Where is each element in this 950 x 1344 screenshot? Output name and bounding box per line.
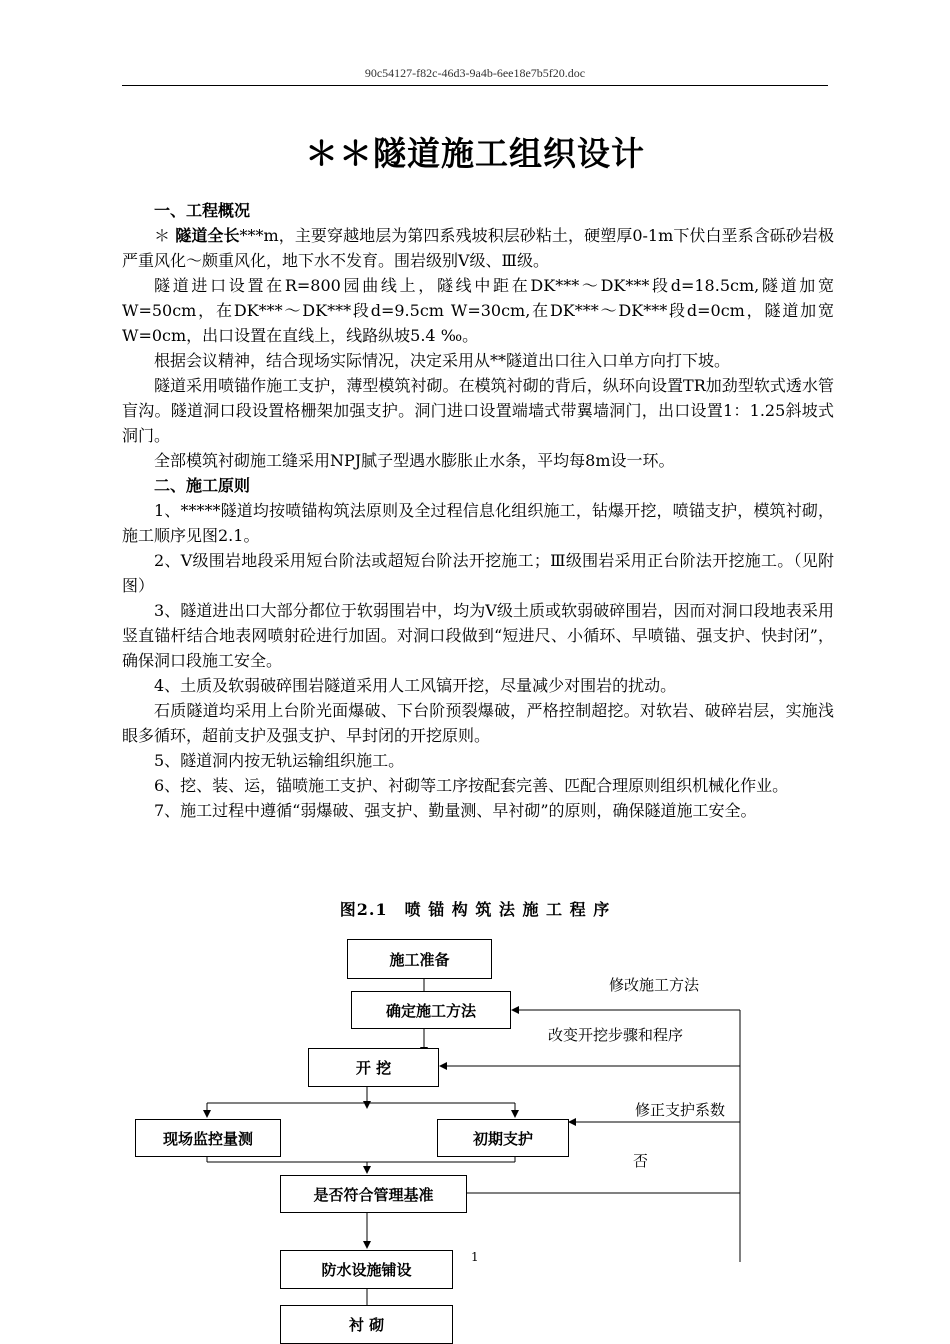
paragraph: 全部模筑衬砌施工缝采用NPJ腻子型遇水膨胀止水条，平均每8m设一环。 <box>154 451 675 470</box>
flow-box-method: 确定施工方法 <box>351 991 511 1029</box>
paragraph: 隧道采用喷锚作施工支护，薄型模筑衬砌。在模筑衬砌的背后，纵环向设置TR加劲型软式透水管盲沟。隧道洞口段设置格栅架加强支护。洞门进口设置端墙式带翼墙洞门，出口设置1：1.25斜坡式洞门。 <box>122 376 834 445</box>
paragraph: 根据会议精神，结合现场实际情况，决定采用从**隧道出口往入口单方向打下坡。 <box>154 351 731 370</box>
flow-box-criteria: 是否符合管理基准 <box>280 1175 467 1213</box>
paragraph-text: ***m，主要穿越地层为第四系残坡积层砂粘土，硬塑厚0-1m下伏白垩系含砾砂岩极严重风化～颇重风化，地下水不发育。围岩级别Ⅴ级、Ⅲ级。 <box>122 226 834 270</box>
section-heading-principles: 二、施工原则 <box>154 476 251 495</box>
flow-box-waterproof: 防水设施铺设 <box>280 1250 453 1289</box>
label-modify-method: 修改施工方法 <box>609 976 700 994</box>
principle-item: 6、挖、装、运，锚喷施工支护、衬砌等工序按配套完善、匹配合理原则组织机械化作业。 <box>154 776 789 795</box>
flow-box-excavate: 开 挖 <box>308 1048 439 1087</box>
principle-item: 2、Ⅴ级围岩地段采用短台阶法或超短台阶法开挖施工；Ⅲ级围岩采用正台阶法开挖施工。（见附图） <box>122 551 834 595</box>
bold-term: 隧道全长 <box>175 226 240 245</box>
label-no: 否 <box>633 1152 649 1170</box>
page-number: 1 <box>471 1250 479 1264</box>
principle-item: 石质隧道均采用上台阶光面爆破、下台阶预裂爆破，严格控制超挖。对软岩、破碎岩层，实施浅眼多循环，超前支护及强支护、早封闭的开挖原则。 <box>122 701 834 745</box>
figure-title: 图2.1 喷 锚 构 筑 法 施 工 程 序 <box>339 900 611 919</box>
flow-box-prep: 施工准备 <box>347 939 492 979</box>
principle-item: 7、施工过程中遵循“弱爆破、强支护、勤量测、早衬砌”的原则，确保隧道施工安全。 <box>154 801 757 820</box>
principle-item: 3、隧道进出口大部分都位于软弱围岩中，均为Ⅴ级土质或软弱破碎围岩，因而对洞口段地表采用竖直锚杆结合地表网喷射砼进行加固。对洞口段做到“短进尺、小循环、早喷锚、强支护、快封闭”，确保洞口段施工安全。 <box>122 601 834 670</box>
principle-item: 4、土质及软弱破碎围岩隧道采用人工风镐开挖，尽量减少对围岩的扰动。 <box>154 676 677 695</box>
tunnel-prefix: ＊ <box>154 226 171 245</box>
label-change-steps: 改变开挖步骤和程序 <box>548 1026 684 1044</box>
flow-box-lining: 衬 砌 <box>280 1305 453 1344</box>
header-filename: 90c54127-f82c-46d3-9a4b-6ee18e7b5f20.doc <box>364 66 586 80</box>
label-modify-support: 修正支护系数 <box>635 1101 726 1119</box>
section-heading-overview: 一、工程概况 <box>154 201 251 220</box>
flow-box-monitor: 现场监控量测 <box>135 1119 281 1157</box>
flow-box-support: 初期支护 <box>437 1119 569 1157</box>
principle-item: 1、*****隧道均按喷锚构筑法原则及全过程信息化组织施工，钻爆开挖，喷锚支护，模筑衬砌，施工顺序见图2.1。 <box>122 501 834 545</box>
document-title: ＊＊隧道施工组织设计 <box>305 134 645 173</box>
principle-item: 5、隧道洞内按无轨运输组织施工。 <box>154 751 405 770</box>
paragraph: 隧道进口设置在R=800园曲线上，隧线中距在DK***～DK***段d=18.5cm,隧道加宽W=50cm，在DK***～DK***段d=9.5cm W=30cm,在DK***～DK***段d=0cm，隧道加宽W=0cm，出口设置在直线上，线路纵坡5.4 ‰。 <box>122 276 834 345</box>
